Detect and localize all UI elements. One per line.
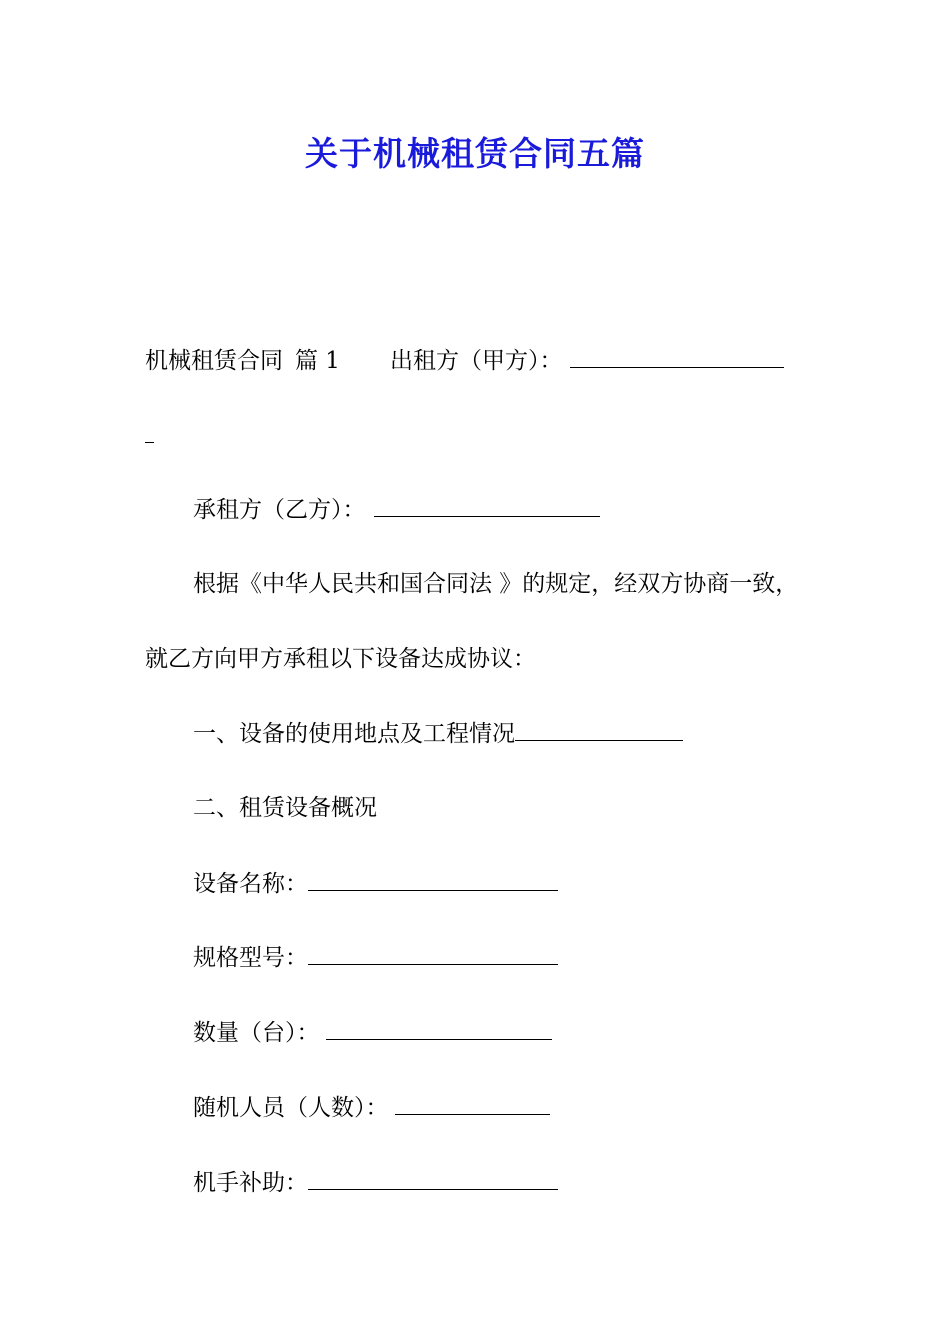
staff-label: 随机人员（人数）： xyxy=(193,1095,389,1121)
lessor-blank-continuation xyxy=(145,442,154,443)
document-title: 关于机械租赁合同五篇 xyxy=(305,134,645,173)
section-1-line xyxy=(193,718,683,749)
lessee-label: 承租方（乙方）： xyxy=(193,497,366,523)
section-2-heading: 二、租赁设备概况 xyxy=(193,795,377,821)
operator-subsidy-line xyxy=(193,1167,558,1198)
equipment-name-blank xyxy=(308,868,558,891)
spec-model-line xyxy=(193,942,558,973)
quantity-line xyxy=(193,1017,552,1048)
contract-heading-label: 机械租赁合同 xyxy=(145,348,283,374)
section-1-blank xyxy=(515,718,683,741)
staff-line xyxy=(193,1092,550,1123)
lessee-line xyxy=(193,494,600,525)
spec-model-blank xyxy=(308,942,558,965)
equipment-name-label: 设备名称： xyxy=(193,871,308,897)
lessee-blank xyxy=(374,494,600,517)
spec-model-label: 规格型号： xyxy=(193,945,308,971)
contract-heading-line xyxy=(145,345,784,376)
quantity-label: 数量（台）： xyxy=(193,1020,320,1046)
lessor-label: 出租方（甲方）： xyxy=(389,348,563,374)
operator-subsidy-blank xyxy=(308,1167,558,1190)
lessor-blank xyxy=(570,345,784,368)
equipment-name-line xyxy=(193,868,558,899)
preamble-line-1: 根据《中华人民共和国合同法 》的规定，经双方协商一致， xyxy=(193,571,799,597)
quantity-blank xyxy=(326,1017,552,1040)
preamble-line-2: 就乙方向甲方承租以下设备达成协议： xyxy=(145,646,536,672)
operator-subsidy-label: 机手补助： xyxy=(193,1170,308,1196)
section-1-label: 一、设备的使用地点及工程情况 xyxy=(193,721,515,747)
contract-article-number: 篇 1 xyxy=(295,348,340,374)
staff-blank xyxy=(395,1092,550,1115)
